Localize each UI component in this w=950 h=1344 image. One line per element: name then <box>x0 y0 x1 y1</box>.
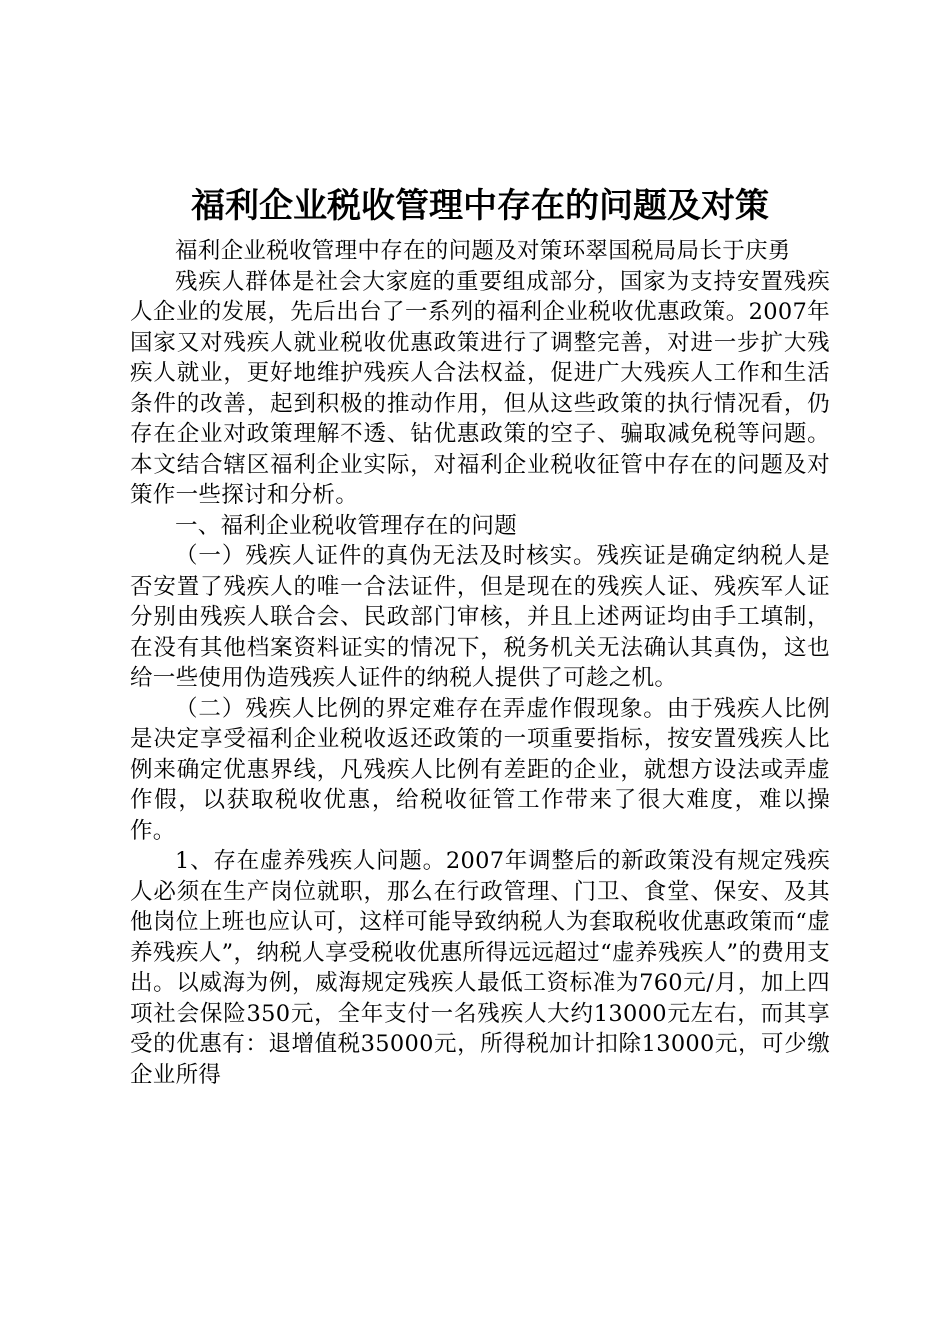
paragraph-problem-2: （二）残疾人比例的界定难存在弄虚作假现象。由于残疾人比例是决定享受福利企业税收返还政策的一项重要指标，按安置残疾人比例来确定优惠界线，凡残疾人比例有差距的企业，就想方设法或弄虚作假，以获取税收优惠，给税收征管工作带来了很大难度，难以操作。 <box>130 695 830 844</box>
paragraph-byline: 福利企业税收管理中存在的问题及对策环翠国税局局长于庆勇 <box>175 238 791 264</box>
section-heading-problems: 一、福利企业税收管理存在的问题 <box>175 512 518 539</box>
document-title: 福利企业税收管理中存在的问题及对策 <box>191 186 769 226</box>
paragraph-problem-2-1: 1、存在虚养残疾人问题。2007年调整后的新政策没有规定残疾人必须在生产岗位就职，那么在行政管理、门卫、食堂、保安、及其他岗位上班也应认可，这样可能导致纳税人为套取税收优惠政策而“虚养残疾人”，纳税人享受税收优惠所得远远超过“虚养残疾人”的费用支出。以威海为例，威海规定残疾人最低工资标准为760元/月，加上四项社会保险350元，全年支付一名残疾人大约13000元左右，而其享受的优惠有：退增值税35000元，所得税加计扣除13000元，可少缴企业所得 <box>130 848 830 1088</box>
document-page <box>130 180 830 1090</box>
paragraph-problem-1: （一）残疾人证件的真伪无法及时核实。残疾证是确定纳税人是否安置了残疾人的唯一合法证件，但是现在的残疾人证、残疾军人证分别由残疾人联合会、民政部门审核，并且上述两证均由手工填制，在没有其他档案资料证实的情况下，税务机关无法确认其真伪，这也给一些使用伪造残疾人证件的纳税人提供了可趁之机。 <box>130 543 830 691</box>
paragraph-intro: 残疾人群体是社会大家庭的重要组成部分，国家为支持安置残疾人企业的发展，先后出台了一系列的福利企业税收优惠政策。2007年国家又对残疾人就业税收优惠政策进行了调整完善，对进一步扩大残疾人就业，更好地维护残疾人合法权益，促进广大残疾人工作和生活条件的改善，起到积极的推动作用，但从这些政策的执行情况看，仍存在企业对政策理解不透、钻优惠政策的空子、骗取减免税等问题。本文结合辖区福利企业实际，对福利企业税收征管中存在的问题及对策作一些探讨和分析。 <box>130 268 830 508</box>
